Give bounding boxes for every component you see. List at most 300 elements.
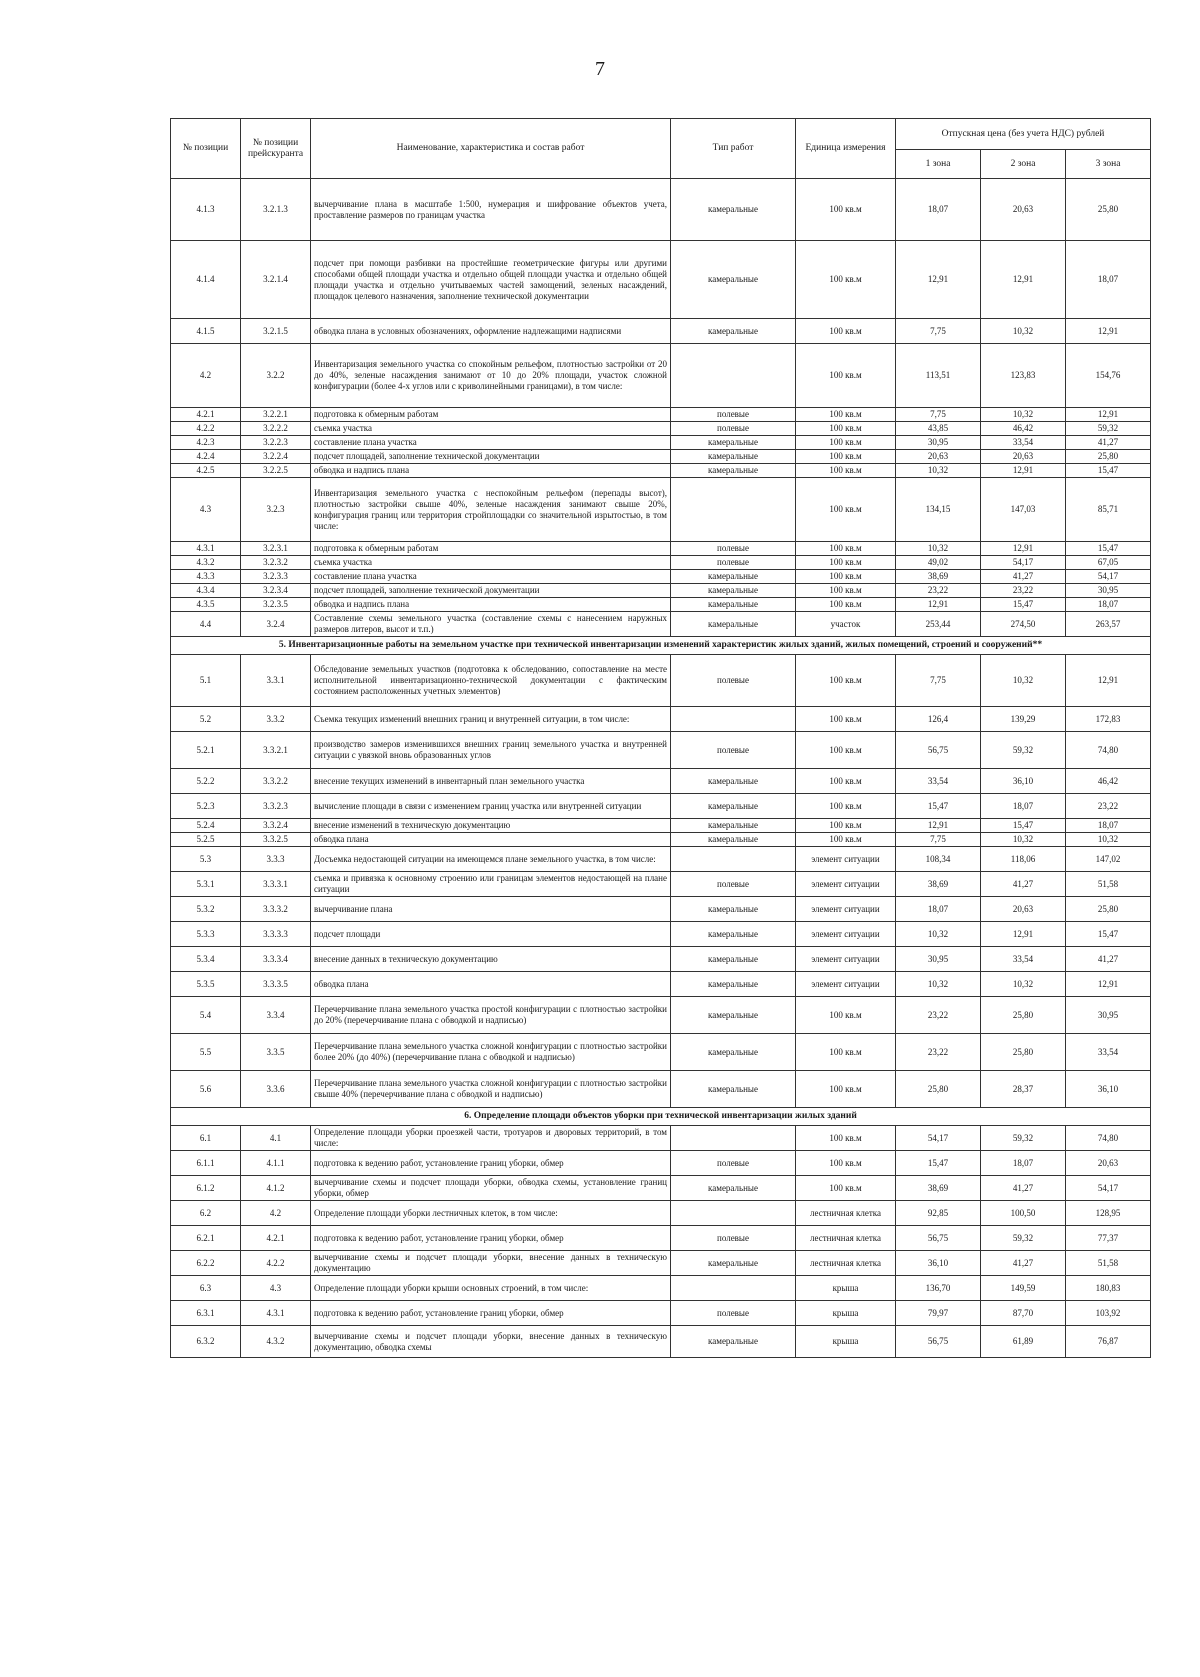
price-list-position-cell: 4.1.2 bbox=[241, 1176, 311, 1201]
zone-2-price-cell: 25,80 bbox=[981, 997, 1066, 1034]
zone-2-price-cell: 15,47 bbox=[981, 598, 1066, 612]
zone-2-price-cell: 59,32 bbox=[981, 1126, 1066, 1151]
work-type-cell: камеральные bbox=[671, 1071, 796, 1108]
work-type-cell: камеральные bbox=[671, 897, 796, 922]
zone-3-price-cell: 36,10 bbox=[1066, 1071, 1151, 1108]
position-cell: 5.2.5 bbox=[171, 833, 241, 847]
unit-cell: крыша bbox=[796, 1326, 896, 1358]
zone-2-price-cell: 20,63 bbox=[981, 450, 1066, 464]
zone-2-price-cell: 118,06 bbox=[981, 847, 1066, 872]
zone-3-price-cell: 46,42 bbox=[1066, 769, 1151, 794]
zone-2-price-cell: 15,47 bbox=[981, 819, 1066, 833]
unit-cell: крыша bbox=[796, 1276, 896, 1301]
work-name-cell: обводка и надпись плана bbox=[311, 464, 671, 478]
work-name-cell: обводка и надпись плана bbox=[311, 598, 671, 612]
work-name-cell: съемка участка bbox=[311, 556, 671, 570]
position-cell: 5.3.3 bbox=[171, 922, 241, 947]
zone-3-price-cell: 15,47 bbox=[1066, 464, 1151, 478]
table-body bbox=[171, 179, 1151, 1358]
position-cell: 4.2.1 bbox=[171, 408, 241, 422]
work-name-cell: подсчет площадей, заполнение технической документации bbox=[311, 584, 671, 598]
unit-cell: элемент ситуации bbox=[796, 897, 896, 922]
price-list-position-cell: 3.2.2.2 bbox=[241, 422, 311, 436]
work-name-cell: подсчет при помощи разбивки на простейшие геометрические фигуры или другими способами общей площади участка и отдельно общей площади участка и отдельно общей площади участка и отдельно учитываемых частей замощений, зеленых насаждений, площадок целевого назначения, заполнение технической документации bbox=[311, 241, 671, 319]
work-name-cell: Составление схемы земельного участка (составление схемы с нанесением наружных размеров литеров, высот и т.п.) bbox=[311, 612, 671, 637]
position-cell: 5.4 bbox=[171, 997, 241, 1034]
work-type-cell: камеральные bbox=[671, 179, 796, 241]
work-type-cell: камеральные bbox=[671, 972, 796, 997]
price-list-position-cell: 3.2.3 bbox=[241, 478, 311, 542]
work-type-cell: камеральные bbox=[671, 612, 796, 637]
table-row bbox=[171, 598, 1151, 612]
zone-3-price-cell: 15,47 bbox=[1066, 922, 1151, 947]
zone-3-price-cell: 74,80 bbox=[1066, 732, 1151, 769]
work-type-cell: полевые bbox=[671, 542, 796, 556]
work-name-cell: Инвентаризация земельного участка с неспокойным рельефом (перепады высот), плотностью застройки свыше 40%, зеленые насаждения занимают свыше 20%, конфигурация границ или территория стройплощадки со значительной изрытостью, в том числе: bbox=[311, 478, 671, 542]
zone-3-price-cell: 85,71 bbox=[1066, 478, 1151, 542]
unit-cell: 100 кв.м bbox=[796, 241, 896, 319]
work-name-cell: Обследование земельных участков (подготовка к обследованию, сопоставление на месте исполнительной инвентаризационно-технической документации с фактическим состоянием расположенных учетных элементов) bbox=[311, 655, 671, 707]
zone-3-price-cell: 128,95 bbox=[1066, 1201, 1151, 1226]
zone-1-price-cell: 12,91 bbox=[896, 241, 981, 319]
work-name-cell: Перечерчивание плана земельного участка сложной конфигурации с плотностью застройки более 20% (до 40%) (перечерчивание плана с обводкой и надписью) bbox=[311, 1034, 671, 1071]
position-cell: 5.2.4 bbox=[171, 819, 241, 833]
work-name-cell: Определение площади уборки проезжей части, тротуаров и дворовых территорий, в том числе: bbox=[311, 1126, 671, 1151]
zone-3-price-cell: 33,54 bbox=[1066, 1034, 1151, 1071]
position-cell: 4.1.3 bbox=[171, 179, 241, 241]
work-name-cell: Досъемка недостающей ситуации на имеющемся плане земельного участка, в том числе: bbox=[311, 847, 671, 872]
zone-3-price-cell: 18,07 bbox=[1066, 819, 1151, 833]
table-row bbox=[171, 1151, 1151, 1176]
zone-1-price-cell: 30,95 bbox=[896, 436, 981, 450]
zone-1-price-cell: 12,91 bbox=[896, 598, 981, 612]
zone-1-price-cell: 108,34 bbox=[896, 847, 981, 872]
position-cell: 6.2.1 bbox=[171, 1226, 241, 1251]
work-name-cell: подсчет площадей, заполнение технической документации bbox=[311, 450, 671, 464]
price-list-position-cell: 3.2.4 bbox=[241, 612, 311, 637]
unit-cell: 100 кв.м bbox=[796, 478, 896, 542]
price-list-position-cell: 4.2.1 bbox=[241, 1226, 311, 1251]
table-row bbox=[171, 997, 1151, 1034]
price-list-position-cell: 3.3.2.5 bbox=[241, 833, 311, 847]
table-header-row bbox=[171, 119, 1151, 150]
table-row bbox=[171, 542, 1151, 556]
price-list-position-cell: 3.2.1.3 bbox=[241, 179, 311, 241]
price-list-position-cell: 3.3.1 bbox=[241, 655, 311, 707]
zone-3-price-cell: 51,58 bbox=[1066, 872, 1151, 897]
table-row bbox=[171, 922, 1151, 947]
zone-3-price-cell: 12,91 bbox=[1066, 319, 1151, 344]
header-zone-1: 1 зона bbox=[896, 150, 981, 179]
work-name-cell: вычисление площади в связи с изменением границ участка или внутренней ситуации bbox=[311, 794, 671, 819]
zone-3-price-cell: 12,91 bbox=[1066, 655, 1151, 707]
position-cell: 4.2.2 bbox=[171, 422, 241, 436]
zone-1-price-cell: 38,69 bbox=[896, 872, 981, 897]
table-row bbox=[171, 833, 1151, 847]
work-type-cell: камеральные bbox=[671, 570, 796, 584]
price-list-position-cell: 3.2.2.5 bbox=[241, 464, 311, 478]
work-type-cell: полевые bbox=[671, 422, 796, 436]
unit-cell: элемент ситуации bbox=[796, 922, 896, 947]
zone-3-price-cell: 103,92 bbox=[1066, 1301, 1151, 1326]
work-type-cell bbox=[671, 1201, 796, 1226]
zone-3-price-cell: 12,91 bbox=[1066, 972, 1151, 997]
zone-1-price-cell: 43,85 bbox=[896, 422, 981, 436]
zone-1-price-cell: 36,10 bbox=[896, 1251, 981, 1276]
table-row bbox=[171, 241, 1151, 319]
header-position: № позиции bbox=[171, 119, 241, 179]
table-row bbox=[171, 732, 1151, 769]
unit-cell: 100 кв.м bbox=[796, 1176, 896, 1201]
position-cell: 4.3.5 bbox=[171, 598, 241, 612]
work-type-cell: камеральные bbox=[671, 997, 796, 1034]
price-list-position-cell: 4.1.1 bbox=[241, 1151, 311, 1176]
zone-2-price-cell: 46,42 bbox=[981, 422, 1066, 436]
unit-cell: 100 кв.м bbox=[796, 464, 896, 478]
table-row bbox=[171, 422, 1151, 436]
zone-2-price-cell: 54,17 bbox=[981, 556, 1066, 570]
zone-2-price-cell: 147,03 bbox=[981, 478, 1066, 542]
zone-1-price-cell: 56,75 bbox=[896, 1226, 981, 1251]
zone-3-price-cell: 41,27 bbox=[1066, 947, 1151, 972]
header-unit: Единица измерения bbox=[796, 119, 896, 179]
table-row bbox=[171, 1301, 1151, 1326]
zone-2-price-cell: 20,63 bbox=[981, 179, 1066, 241]
unit-cell: лестничная клетка bbox=[796, 1251, 896, 1276]
unit-cell: 100 кв.м bbox=[796, 422, 896, 436]
zone-3-price-cell: 147,02 bbox=[1066, 847, 1151, 872]
unit-cell: крыша bbox=[796, 1301, 896, 1326]
table-row bbox=[171, 478, 1151, 542]
work-type-cell: полевые bbox=[671, 408, 796, 422]
table-row bbox=[171, 1251, 1151, 1276]
zone-1-price-cell: 126,4 bbox=[896, 707, 981, 732]
zone-1-price-cell: 23,22 bbox=[896, 997, 981, 1034]
price-list-position-cell: 3.3.3 bbox=[241, 847, 311, 872]
table-row bbox=[171, 872, 1151, 897]
work-name-cell: вычерчивание плана bbox=[311, 897, 671, 922]
unit-cell: 100 кв.м bbox=[796, 598, 896, 612]
zone-1-price-cell: 38,69 bbox=[896, 570, 981, 584]
position-cell: 5.6 bbox=[171, 1071, 241, 1108]
price-list-position-cell: 4.2.2 bbox=[241, 1251, 311, 1276]
price-list-position-cell: 3.3.6 bbox=[241, 1071, 311, 1108]
position-cell: 5.3.1 bbox=[171, 872, 241, 897]
zone-3-price-cell: 12,91 bbox=[1066, 408, 1151, 422]
unit-cell: 100 кв.м bbox=[796, 732, 896, 769]
zone-3-price-cell: 172,83 bbox=[1066, 707, 1151, 732]
zone-2-price-cell: 61,89 bbox=[981, 1326, 1066, 1358]
section-heading: 6. Определение площади объектов уборки при технической инвентаризации жилых зданий bbox=[171, 1108, 1151, 1126]
work-type-cell: камеральные bbox=[671, 819, 796, 833]
price-list-position-cell: 3.3.3.5 bbox=[241, 972, 311, 997]
zone-2-price-cell: 18,07 bbox=[981, 794, 1066, 819]
work-type-cell: камеральные bbox=[671, 319, 796, 344]
header-price-list-position: № позиции прейскуранта bbox=[241, 119, 311, 179]
header-price-group: Отпускная цена (без учета НДС) рублей bbox=[896, 119, 1151, 150]
price-list-position-cell: 4.1 bbox=[241, 1126, 311, 1151]
work-type-cell bbox=[671, 1126, 796, 1151]
work-type-cell: камеральные bbox=[671, 450, 796, 464]
position-cell: 4.2.5 bbox=[171, 464, 241, 478]
price-list-position-cell: 4.3 bbox=[241, 1276, 311, 1301]
zone-1-price-cell: 134,15 bbox=[896, 478, 981, 542]
table-row bbox=[171, 707, 1151, 732]
zone-1-price-cell: 136,70 bbox=[896, 1276, 981, 1301]
unit-cell: 100 кв.м bbox=[796, 1071, 896, 1108]
table-row bbox=[171, 584, 1151, 598]
price-list-position-cell: 3.3.2.3 bbox=[241, 794, 311, 819]
price-list-position-cell: 3.3.2.4 bbox=[241, 819, 311, 833]
zone-1-price-cell: 23,22 bbox=[896, 1034, 981, 1071]
zone-2-price-cell: 28,37 bbox=[981, 1071, 1066, 1108]
position-cell: 6.1.1 bbox=[171, 1151, 241, 1176]
work-type-cell: камеральные bbox=[671, 1251, 796, 1276]
zone-3-price-cell: 10,32 bbox=[1066, 833, 1151, 847]
work-name-cell: Перечерчивание плана земельного участка сложной конфигурации с плотностью застройки свыше 40% (перечерчивание плана с обводкой и надписью) bbox=[311, 1071, 671, 1108]
zone-2-price-cell: 10,32 bbox=[981, 972, 1066, 997]
zone-2-price-cell: 36,10 bbox=[981, 769, 1066, 794]
work-type-cell bbox=[671, 1276, 796, 1301]
table-row bbox=[171, 819, 1151, 833]
work-type-cell bbox=[671, 847, 796, 872]
table-row bbox=[171, 1071, 1151, 1108]
unit-cell: 100 кв.м bbox=[796, 319, 896, 344]
zone-3-price-cell: 20,63 bbox=[1066, 1151, 1151, 1176]
work-type-cell bbox=[671, 478, 796, 542]
table-row bbox=[171, 972, 1151, 997]
zone-2-price-cell: 25,80 bbox=[981, 1034, 1066, 1071]
zone-3-price-cell: 41,27 bbox=[1066, 436, 1151, 450]
table-row bbox=[171, 655, 1151, 707]
work-type-cell bbox=[671, 707, 796, 732]
zone-1-price-cell: 7,75 bbox=[896, 408, 981, 422]
position-cell: 4.1.5 bbox=[171, 319, 241, 344]
zone-1-price-cell: 79,97 bbox=[896, 1301, 981, 1326]
position-cell: 4.1.4 bbox=[171, 241, 241, 319]
work-name-cell: Определение площади уборки крыши основных строений, в том числе: bbox=[311, 1276, 671, 1301]
table-row bbox=[171, 179, 1151, 241]
work-type-cell: камеральные bbox=[671, 1326, 796, 1358]
position-cell: 4.3.4 bbox=[171, 584, 241, 598]
zone-1-price-cell: 38,69 bbox=[896, 1176, 981, 1201]
price-list-position-cell: 3.3.5 bbox=[241, 1034, 311, 1071]
table-row bbox=[171, 947, 1151, 972]
position-cell: 4.3.1 bbox=[171, 542, 241, 556]
work-name-cell: Инвентаризация земельного участка со спокойным рельефом, плотностью застройки от 20 до 40%, зеленые насаждения занимают от 10 до 20% площади, участок сложной конфигурации (более 4-х углов или с криволинейными границами), в том числе: bbox=[311, 344, 671, 408]
price-list-position-cell: 3.2.2 bbox=[241, 344, 311, 408]
work-type-cell: камеральные bbox=[671, 922, 796, 947]
table-row bbox=[171, 570, 1151, 584]
work-name-cell: съемка участка bbox=[311, 422, 671, 436]
zone-1-price-cell: 10,32 bbox=[896, 972, 981, 997]
work-name-cell: подготовка к ведению работ, установление границ уборки, обмер bbox=[311, 1226, 671, 1251]
unit-cell: участок bbox=[796, 612, 896, 637]
price-list-position-cell: 4.3.1 bbox=[241, 1301, 311, 1326]
unit-cell: 100 кв.м bbox=[796, 179, 896, 241]
zone-2-price-cell: 33,54 bbox=[981, 436, 1066, 450]
unit-cell: 100 кв.м bbox=[796, 769, 896, 794]
position-cell: 5.2.1 bbox=[171, 732, 241, 769]
zone-1-price-cell: 54,17 bbox=[896, 1126, 981, 1151]
zone-3-price-cell: 77,37 bbox=[1066, 1226, 1151, 1251]
unit-cell: 100 кв.м bbox=[796, 556, 896, 570]
table-row bbox=[171, 1176, 1151, 1201]
table-row bbox=[171, 1201, 1151, 1226]
price-list-position-cell: 3.3.3.1 bbox=[241, 872, 311, 897]
zone-1-price-cell: 33,54 bbox=[896, 769, 981, 794]
zone-2-price-cell: 12,91 bbox=[981, 542, 1066, 556]
table-row bbox=[171, 769, 1151, 794]
position-cell: 5.3.2 bbox=[171, 897, 241, 922]
work-type-cell: полевые bbox=[671, 655, 796, 707]
zone-3-price-cell: 25,80 bbox=[1066, 179, 1151, 241]
unit-cell: элемент ситуации bbox=[796, 847, 896, 872]
zone-3-price-cell: 15,47 bbox=[1066, 542, 1151, 556]
zone-2-price-cell: 12,91 bbox=[981, 241, 1066, 319]
price-list-position-cell: 3.3.2.2 bbox=[241, 769, 311, 794]
section-heading-row bbox=[171, 637, 1151, 655]
work-name-cell: обводка плана bbox=[311, 833, 671, 847]
work-type-cell: камеральные bbox=[671, 769, 796, 794]
table-row bbox=[171, 1326, 1151, 1358]
work-type-cell: полевые bbox=[671, 1151, 796, 1176]
work-name-cell: обводка плана bbox=[311, 972, 671, 997]
zone-1-price-cell: 7,75 bbox=[896, 833, 981, 847]
zone-3-price-cell: 51,58 bbox=[1066, 1251, 1151, 1276]
zone-2-price-cell: 10,32 bbox=[981, 319, 1066, 344]
zone-3-price-cell: 76,87 bbox=[1066, 1326, 1151, 1358]
price-list-position-cell: 3.2.3.5 bbox=[241, 598, 311, 612]
zone-3-price-cell: 54,17 bbox=[1066, 570, 1151, 584]
header-work-type: Тип работ bbox=[671, 119, 796, 179]
position-cell: 6.2.2 bbox=[171, 1251, 241, 1276]
zone-2-price-cell: 59,32 bbox=[981, 732, 1066, 769]
zone-2-price-cell: 274,50 bbox=[981, 612, 1066, 637]
zone-1-price-cell: 12,91 bbox=[896, 819, 981, 833]
work-type-cell: камеральные bbox=[671, 436, 796, 450]
section-heading: 5. Инвентаризационные работы на земельном участке при технической инвентаризации изменений характеристик жилых зданий, жилых помещений, строений и сооружений** bbox=[171, 637, 1151, 655]
price-list-position-cell: 3.2.2.4 bbox=[241, 450, 311, 464]
zone-3-price-cell: 25,80 bbox=[1066, 897, 1151, 922]
position-cell: 5.3 bbox=[171, 847, 241, 872]
zone-2-price-cell: 12,91 bbox=[981, 922, 1066, 947]
zone-1-price-cell: 7,75 bbox=[896, 319, 981, 344]
table-row bbox=[171, 556, 1151, 570]
header-zone-3: 3 зона bbox=[1066, 150, 1151, 179]
zone-1-price-cell: 23,22 bbox=[896, 584, 981, 598]
zone-1-price-cell: 56,75 bbox=[896, 1326, 981, 1358]
position-cell: 4.3 bbox=[171, 478, 241, 542]
work-name-cell: составление плана участка bbox=[311, 436, 671, 450]
position-cell: 6.3.1 bbox=[171, 1301, 241, 1326]
position-cell: 5.2.3 bbox=[171, 794, 241, 819]
price-list-position-cell: 3.3.3.3 bbox=[241, 922, 311, 947]
zone-1-price-cell: 18,07 bbox=[896, 897, 981, 922]
table-row bbox=[171, 897, 1151, 922]
price-list-position-cell: 3.3.2.1 bbox=[241, 732, 311, 769]
work-name-cell: Перечерчивание плана земельного участка простой конфигурации с плотностью застройки до 20% (перечерчивание плана с обводкой и надписью) bbox=[311, 997, 671, 1034]
work-type-cell: полевые bbox=[671, 732, 796, 769]
table-row bbox=[171, 1034, 1151, 1071]
zone-2-price-cell: 10,32 bbox=[981, 833, 1066, 847]
table-row bbox=[171, 1276, 1151, 1301]
work-type-cell: полевые bbox=[671, 1226, 796, 1251]
table-row bbox=[171, 612, 1151, 637]
zone-2-price-cell: 33,54 bbox=[981, 947, 1066, 972]
position-cell: 6.1 bbox=[171, 1126, 241, 1151]
zone-1-price-cell: 15,47 bbox=[896, 794, 981, 819]
work-name-cell: подготовка к обмерным работам bbox=[311, 542, 671, 556]
zone-3-price-cell: 74,80 bbox=[1066, 1126, 1151, 1151]
zone-3-price-cell: 18,07 bbox=[1066, 598, 1151, 612]
work-name-cell: съемка и привязка к основному строению или границам элементов недостающей на плане ситуации bbox=[311, 872, 671, 897]
table-row bbox=[171, 319, 1151, 344]
position-cell: 4.4 bbox=[171, 612, 241, 637]
position-cell: 5.5 bbox=[171, 1034, 241, 1071]
unit-cell: 100 кв.м bbox=[796, 707, 896, 732]
work-name-cell: производство замеров изменившихся внешних границ земельного участка и внутренней ситуации с увязкой вновь образованных углов bbox=[311, 732, 671, 769]
zone-1-price-cell: 18,07 bbox=[896, 179, 981, 241]
work-name-cell: обводка плана в условных обозначениях, оформление надлежащими надписями bbox=[311, 319, 671, 344]
position-cell: 5.1 bbox=[171, 655, 241, 707]
unit-cell: 100 кв.м bbox=[796, 1034, 896, 1071]
work-type-cell: камеральные bbox=[671, 1176, 796, 1201]
zone-1-price-cell: 92,85 bbox=[896, 1201, 981, 1226]
work-name-cell: подготовка к ведению работ, установление границ уборки, обмер bbox=[311, 1151, 671, 1176]
price-list-position-cell: 3.3.3.2 bbox=[241, 897, 311, 922]
zone-1-price-cell: 10,32 bbox=[896, 922, 981, 947]
zone-2-price-cell: 87,70 bbox=[981, 1301, 1066, 1326]
unit-cell: 100 кв.м bbox=[796, 1126, 896, 1151]
price-list-position-cell: 4.3.2 bbox=[241, 1326, 311, 1358]
zone-3-price-cell: 154,76 bbox=[1066, 344, 1151, 408]
header-name: Наименование, характеристика и состав работ bbox=[311, 119, 671, 179]
zone-3-price-cell: 67,05 bbox=[1066, 556, 1151, 570]
work-type-cell: камеральные bbox=[671, 947, 796, 972]
zone-3-price-cell: 59,32 bbox=[1066, 422, 1151, 436]
position-cell: 6.2 bbox=[171, 1201, 241, 1226]
unit-cell: элемент ситуации bbox=[796, 972, 896, 997]
work-type-cell: камеральные bbox=[671, 833, 796, 847]
zone-2-price-cell: 10,32 bbox=[981, 655, 1066, 707]
position-cell: 5.2.2 bbox=[171, 769, 241, 794]
unit-cell: 100 кв.м bbox=[796, 344, 896, 408]
work-name-cell: подготовка к обмерным работам bbox=[311, 408, 671, 422]
work-type-cell bbox=[671, 344, 796, 408]
zone-1-price-cell: 49,02 bbox=[896, 556, 981, 570]
unit-cell: 100 кв.м bbox=[796, 1151, 896, 1176]
work-type-cell: камеральные bbox=[671, 584, 796, 598]
work-name-cell: Съемка текущих изменений внешних границ и внутренней ситуации, в том числе: bbox=[311, 707, 671, 732]
unit-cell: лестничная клетка bbox=[796, 1201, 896, 1226]
zone-2-price-cell: 59,32 bbox=[981, 1226, 1066, 1251]
zone-2-price-cell: 139,29 bbox=[981, 707, 1066, 732]
unit-cell: 100 кв.м bbox=[796, 436, 896, 450]
table-row bbox=[171, 794, 1151, 819]
work-type-cell: полевые bbox=[671, 1301, 796, 1326]
zone-2-price-cell: 10,32 bbox=[981, 408, 1066, 422]
zone-2-price-cell: 123,83 bbox=[981, 344, 1066, 408]
work-name-cell: составление плана участка bbox=[311, 570, 671, 584]
position-cell: 5.2 bbox=[171, 707, 241, 732]
zone-2-price-cell: 20,63 bbox=[981, 897, 1066, 922]
price-list-position-cell: 3.2.3.4 bbox=[241, 584, 311, 598]
unit-cell: 100 кв.м bbox=[796, 997, 896, 1034]
zone-1-price-cell: 7,75 bbox=[896, 655, 981, 707]
work-type-cell: камеральные bbox=[671, 464, 796, 478]
zone-3-price-cell: 30,95 bbox=[1066, 997, 1151, 1034]
